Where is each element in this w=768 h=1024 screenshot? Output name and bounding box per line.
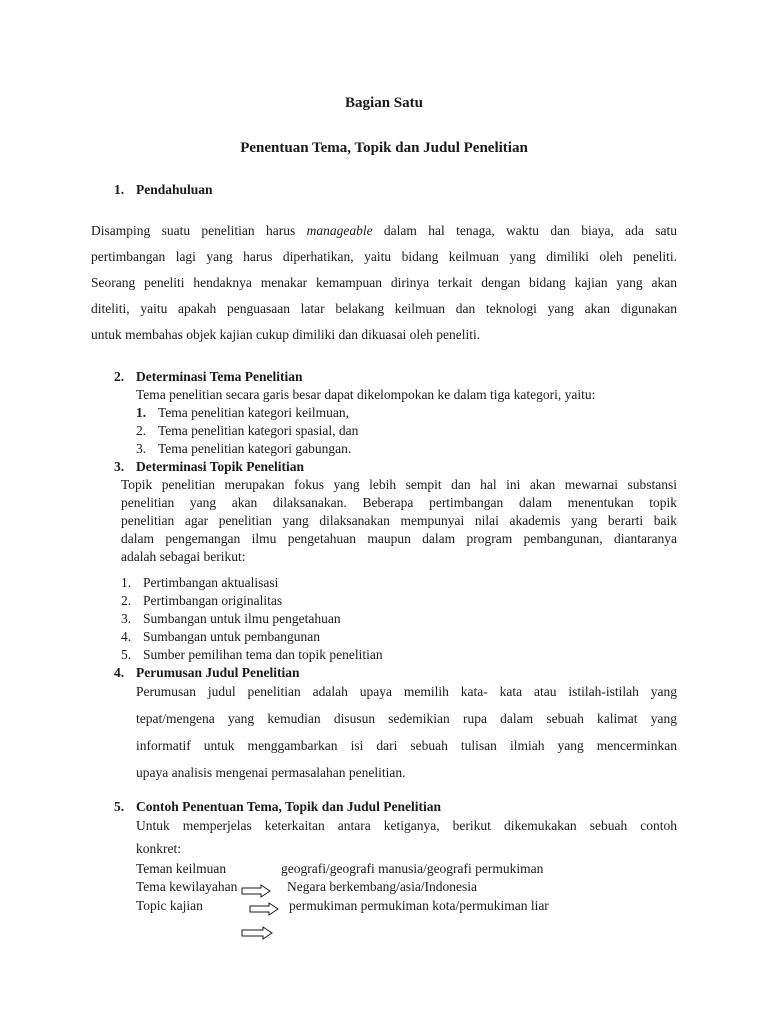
list-number: 3.	[121, 611, 132, 626]
paragraph-line: tepat/mengena yang kemudian disusun sedemikian rupa dalam sebuah kalimat yang	[136, 711, 677, 726]
paragraph-line: dalam pengemangan ilmu pengetahuan maupun dalam program pembangunan, diantaranya	[121, 531, 677, 546]
example-value: permukiman permukiman kota/permukiman liar	[289, 898, 549, 913]
section-4-title: Perumusan Judul Penelitian	[136, 665, 300, 680]
list-number: 3.	[136, 441, 147, 456]
list-item: Tema penelitian kategori spasial, dan	[158, 423, 359, 438]
paragraph-line: adalah sebagai berikut:	[121, 549, 246, 564]
section-2-intro: Tema penelitian secara garis besar dapat dikelompokan ke dalam tiga kategori, yaitu:	[136, 387, 596, 402]
paragraph-line: penelitian yang akan dilaksanakan. Beberapa pertimbangan dalam menentukan topik	[121, 495, 677, 510]
list-item: Pertimbangan aktualisasi	[143, 575, 279, 590]
example-label: Topic kajian	[136, 898, 203, 913]
example-label: Teman keilmuan	[136, 861, 227, 876]
example-label: Tema kewilayahan	[136, 879, 238, 894]
list-item: Tema penelitian kategori keilmuan,	[158, 405, 349, 420]
paragraph-line: penelitian agar penelitian yang dilaksanakan mempunyai nilai akademis yang berarti baik	[121, 513, 677, 528]
section-1-title: Pendahuluan	[136, 182, 213, 197]
section-3-title: Determinasi Topik Penelitian	[136, 459, 305, 474]
paragraph-line: Disamping suatu penelitian harus manageable dalam hal tenaga, waktu dan biaya, ada satu	[91, 223, 677, 238]
page-title: Penentuan Tema, Topik dan Judul Penelitian	[240, 140, 528, 156]
section-5-number: 5.	[114, 799, 125, 814]
list-item: Sumbangan untuk ilmu pengetahuan	[143, 611, 341, 626]
example-value: geografi/geografi manusia/geografi permukiman	[281, 861, 544, 876]
list-number: 1.	[121, 575, 132, 590]
list-item: Sumber pemilihan tema dan topik penelitian	[143, 647, 383, 662]
list-number: 1.	[136, 405, 147, 420]
section-5-paragraph	[136, 813, 677, 859]
list-item: Sumbangan untuk pembangunan	[143, 629, 320, 644]
list-number: 4.	[121, 629, 132, 644]
paragraph-line: pertimbangan lagi yang harus diperhatikan, yaitu bidang keilmuan yang dimiliki oleh peneliti.	[91, 249, 677, 264]
section-2-title: Determinasi Tema Penelitian	[136, 369, 303, 384]
paragraph-line: konkret:	[136, 841, 181, 856]
right-arrow-icon	[249, 902, 279, 916]
paragraph-line: informatif untuk menggambarkan isi dari sebuah tulisan ilmiah yang mencerminkan	[136, 738, 677, 753]
paragraph-line: diteliti, yaitu apakah penguasaan latar belakang keilmuan dan teknologi yang akan digunakan	[91, 301, 677, 316]
right-arrow-icon	[241, 926, 273, 940]
paragraph-line: Seorang peneliti hendaknya menakar kemampuan dirinya terkait dengan bidang kajian yang akan	[91, 275, 677, 290]
paragraph-line: Untuk memperjelas keterkaitan antara ketiganya, berikut dikemukakan sebuah contoh	[136, 818, 677, 833]
paragraph-line: Perumusan judul penelitian adalah upaya memilih kata- kata atau istilah-istilah yang	[136, 684, 677, 699]
section-5-title: Contoh Penentuan Tema, Topik dan Judul Penelitian	[136, 799, 441, 814]
list-number: 2.	[136, 423, 147, 438]
list-number: 5.	[121, 647, 132, 662]
list-number: 2.	[121, 593, 132, 608]
paragraph-line: Topik penelitian merupakan fokus yang lebih sempit dan hal ini akan mewarnai substansi	[121, 477, 677, 492]
section-3-number: 3.	[114, 459, 125, 474]
list-item: Pertimbangan originalitas	[143, 593, 283, 608]
section-4-paragraph	[136, 678, 677, 786]
chapter-heading: Bagian Satu	[345, 95, 423, 111]
section-3-paragraph	[121, 476, 677, 566]
section-1-number: 1.	[114, 182, 125, 197]
right-arrow-icon	[241, 884, 271, 898]
section-2-number: 2.	[114, 369, 125, 384]
section-4-number: 4.	[114, 665, 125, 680]
paragraph-line: untuk membahas objek kajian cukup dimiliki dan dikuasai oleh peneliti.	[91, 327, 481, 342]
example-value: Negara berkembang/asia/Indonesia	[287, 879, 478, 894]
list-item: Tema penelitian kategori gabungan.	[158, 441, 352, 456]
paragraph-line: upaya analisis mengenai permasalahan penelitian.	[136, 765, 406, 780]
section-1-paragraph	[91, 218, 677, 348]
